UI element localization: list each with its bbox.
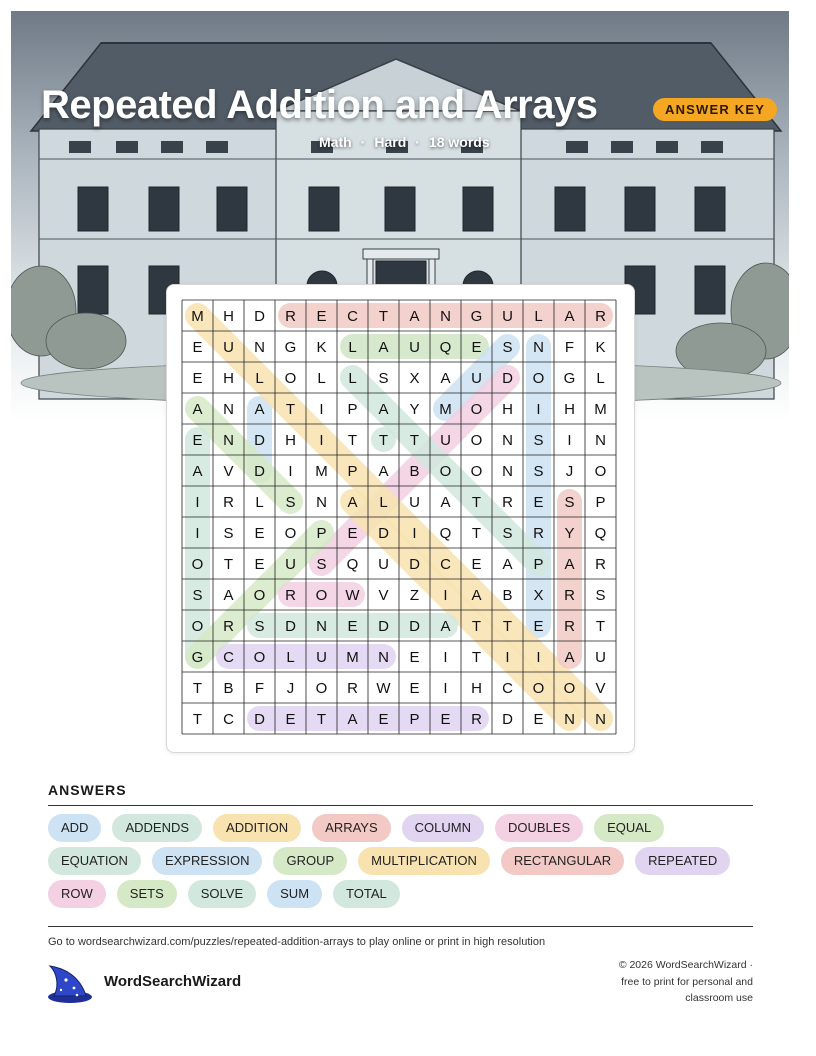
grid-letter[interactable]: S (533, 432, 544, 449)
grid-letter[interactable]: E (316, 308, 327, 325)
grid-letter[interactable]: Q (439, 525, 452, 542)
grid-letter[interactable]: A (564, 308, 575, 325)
grid-letter[interactable]: O (470, 432, 483, 449)
answer-pill-arrays: ARRAYS (312, 814, 391, 842)
grid-letter[interactable]: I (567, 432, 572, 449)
grid-letter[interactable]: C (223, 649, 234, 666)
grid-letter[interactable]: I (443, 587, 448, 604)
puzzle-meta (319, 134, 490, 150)
grid-letter[interactable]: T (471, 494, 482, 511)
grid-letter[interactable]: K (316, 339, 327, 356)
grid-letter[interactable]: G (470, 308, 483, 325)
grid-letter[interactable]: X (409, 370, 420, 387)
grid-letter[interactable]: C (440, 556, 451, 573)
grid-letter[interactable]: R (223, 618, 234, 635)
grid-letter[interactable]: T (223, 556, 234, 573)
grid-letter[interactable]: D (502, 711, 513, 728)
grid-letter[interactable]: C (223, 711, 234, 728)
grid-letter[interactable]: U (378, 556, 389, 573)
grid-letter[interactable]: N (502, 463, 513, 480)
grid-letter[interactable]: R (347, 680, 358, 697)
grid-letter[interactable]: S (316, 556, 327, 573)
grid-letter[interactable]: G (563, 370, 576, 387)
grid-letter[interactable]: E (409, 649, 420, 666)
grid-letter[interactable]: R (223, 494, 234, 511)
grid-letter[interactable]: D (254, 308, 265, 325)
grid-letter[interactable]: I (443, 649, 448, 666)
grid-letter[interactable]: S (223, 525, 234, 542)
grid-letter[interactable]: T (316, 711, 327, 728)
footer-note: Go to wordsearchwizard.com/puzzles/repeated-addition-arrays to play online or print in high resolution (48, 936, 546, 948)
grid-letter[interactable]: P (409, 711, 420, 728)
grid-letter[interactable]: R (533, 525, 544, 542)
answer-pill-row: ROW (48, 880, 106, 908)
grid-letter[interactable]: U (409, 494, 420, 511)
grid-letter[interactable]: P (533, 556, 544, 573)
grid-letter[interactable]: H (223, 308, 234, 325)
grid-letter[interactable]: O (315, 587, 328, 604)
grid-letter[interactable]: A (440, 370, 451, 387)
word-search-grid (167, 285, 636, 754)
grid-letter[interactable]: E (285, 711, 296, 728)
answer-pill-multiplication: MULTIPLICATION (358, 847, 490, 875)
grid-letter[interactable]: I (195, 494, 200, 511)
grid-letter[interactable]: J (286, 680, 295, 697)
grid-letter[interactable]: N (378, 649, 389, 666)
grid-letter[interactable]: R (285, 308, 296, 325)
grid-letter[interactable]: S (502, 339, 513, 356)
grid-letter[interactable]: N (316, 494, 327, 511)
grid-letter[interactable]: E (440, 711, 451, 728)
grid-letter[interactable]: E (254, 556, 265, 573)
answers-list (48, 814, 758, 908)
grid-letter[interactable]: C (502, 680, 513, 697)
grid-letter[interactable]: O (439, 463, 452, 480)
grid-letter[interactable]: R (285, 587, 296, 604)
grid-letter[interactable]: U (223, 339, 234, 356)
grid-letter[interactable]: Z (409, 587, 420, 604)
grid-letter[interactable]: E (347, 618, 358, 635)
grid-letter[interactable]: H (564, 401, 575, 418)
grid-letter[interactable]: O (563, 680, 576, 697)
grid-letter[interactable]: O (470, 401, 483, 418)
grid-letter[interactable]: E (471, 339, 482, 356)
grid-letter[interactable]: T (285, 401, 296, 418)
grid-letter[interactable]: E (192, 339, 203, 356)
answer-pill-group: GROUP (273, 847, 347, 875)
grid-letter[interactable]: A (440, 494, 451, 511)
grid-letter[interactable]: A (564, 556, 575, 573)
grid-letter[interactable]: D (409, 556, 420, 573)
grid-letter[interactable]: I (412, 525, 417, 542)
grid-letter[interactable]: L (534, 308, 543, 325)
grid-letter[interactable]: O (315, 680, 328, 697)
grid-letter[interactable]: R (502, 494, 513, 511)
grid-letter[interactable]: N (254, 339, 265, 356)
grid-letter[interactable]: U (285, 556, 296, 573)
grid-letter[interactable]: Q (594, 525, 607, 542)
grid-letter[interactable]: D (378, 618, 389, 635)
grid-letter[interactable]: S (502, 525, 513, 542)
grid-letter[interactable]: L (348, 370, 357, 387)
grid-letter[interactable]: N (316, 618, 327, 635)
grid-letter[interactable]: H (502, 401, 513, 418)
grid-letter[interactable]: D (254, 432, 265, 449)
grid-letter[interactable]: S (192, 587, 203, 604)
grid-letter[interactable]: U (440, 432, 451, 449)
grid-letter[interactable]: O (253, 649, 266, 666)
grid-letter[interactable]: E (378, 711, 389, 728)
grid-letter[interactable]: M (439, 401, 452, 418)
grid-letter[interactable]: N (223, 432, 234, 449)
grid-letter[interactable]: D (409, 618, 420, 635)
grid-letter[interactable]: E (254, 525, 265, 542)
grid-letter[interactable]: A (502, 556, 513, 573)
grid-letter[interactable]: E (533, 494, 544, 511)
grid-letter[interactable]: D (254, 463, 265, 480)
grid-letter[interactable]: U (502, 308, 513, 325)
grid-letter[interactable]: M (346, 649, 359, 666)
answer-pill-rectangular: RECTANGULAR (501, 847, 624, 875)
answer-pill-add: ADD (48, 814, 101, 842)
grid-letter[interactable]: D (502, 370, 513, 387)
brand-name: WordSearchWizard (104, 973, 242, 990)
grid-letter[interactable]: N (533, 339, 544, 356)
puzzle-card (166, 284, 635, 753)
subject-label: Math (319, 134, 352, 150)
grid-letter[interactable]: G (191, 649, 204, 666)
grid-letter[interactable]: L (255, 370, 264, 387)
grid-letter[interactable]: B (409, 463, 420, 480)
grid-letter[interactable]: V (223, 463, 234, 480)
grid-letter[interactable]: U (409, 339, 420, 356)
grid-letter[interactable]: S (378, 370, 389, 387)
grid-letter[interactable]: J (565, 463, 574, 480)
grid-letter[interactable]: S (533, 463, 544, 480)
grid-letter[interactable]: Y (564, 525, 575, 542)
grid-letter[interactable]: H (285, 432, 296, 449)
grid-letter[interactable]: O (532, 680, 545, 697)
grid-letter[interactable]: C (347, 308, 358, 325)
answer-pill-addends: ADDENDS (112, 814, 202, 842)
grid-letter[interactable]: E (347, 525, 358, 542)
answer-pill-sum: SUM (267, 880, 322, 908)
grid-letter[interactable]: P (316, 525, 327, 542)
answer-pill-addition: ADDITION (213, 814, 301, 842)
grid-letter[interactable]: Y (409, 401, 420, 418)
grid-letter[interactable]: R (564, 587, 575, 604)
grid-letter[interactable]: A (223, 587, 234, 604)
grid-letter[interactable]: D (285, 618, 296, 635)
grid-letter[interactable]: A (347, 711, 358, 728)
grid-letter[interactable]: A (409, 308, 420, 325)
grid-letter[interactable]: P (347, 401, 358, 418)
grid-letter[interactable]: E (471, 556, 482, 573)
grid-letter[interactable]: H (471, 680, 482, 697)
grid-letter[interactable]: A (378, 463, 389, 480)
grid-letter[interactable]: O (594, 463, 607, 480)
answer-pill-equal: EQUAL (594, 814, 664, 842)
grid-letter[interactable]: H (223, 370, 234, 387)
grid-letter[interactable]: I (536, 649, 541, 666)
answer-pill-expression: EXPRESSION (152, 847, 263, 875)
grid-letter[interactable]: A (347, 494, 358, 511)
grid-letter[interactable]: T (378, 432, 389, 449)
grid-letter[interactable]: G (284, 339, 297, 356)
grid-letter[interactable]: R (595, 308, 606, 325)
grid-letter[interactable]: E (533, 618, 544, 635)
grid-letter[interactable]: S (254, 618, 265, 635)
word-count-label: 18 words (428, 134, 490, 150)
grid-letter[interactable]: L (286, 649, 295, 666)
grid-letter[interactable]: E (192, 370, 203, 387)
grid-letter[interactable]: W (376, 680, 391, 697)
copyright-line: © 2026 WordSearchWizard · (618, 959, 753, 971)
grid-letter[interactable]: A (564, 649, 575, 666)
grid-letter[interactable]: I (505, 649, 510, 666)
grid-letter[interactable]: X (533, 587, 544, 604)
answer-pill-sets: SETS (117, 880, 177, 908)
grid-letter[interactable]: O (284, 370, 297, 387)
grid-letter[interactable]: Q (346, 556, 359, 573)
grid-letter[interactable]: K (595, 339, 606, 356)
grid-letter[interactable]: N (502, 432, 513, 449)
grid-letter[interactable]: N (595, 432, 606, 449)
grid-letter[interactable]: T (378, 308, 389, 325)
grid-letter[interactable]: M (594, 401, 607, 418)
grid-letter[interactable]: F (254, 680, 265, 697)
grid-letter[interactable]: N (595, 711, 606, 728)
grid-letter[interactable]: R (471, 711, 482, 728)
grid-letter[interactable]: A (192, 401, 203, 418)
grid-letter[interactable]: T (347, 432, 358, 449)
divider (48, 926, 753, 927)
grid-letter[interactable]: L (317, 370, 326, 387)
answers-heading: ANSWERS (48, 782, 127, 798)
grid-letter[interactable]: U (316, 649, 327, 666)
grid-letter[interactable]: U (595, 649, 606, 666)
grid-letter[interactable]: W (345, 587, 360, 604)
grid-letter[interactable]: A (192, 463, 203, 480)
grid-letter[interactable]: M (191, 308, 204, 325)
grid-letter[interactable]: T (595, 618, 606, 635)
grid-letter[interactable]: A (471, 587, 482, 604)
grid-letter[interactable]: I (443, 680, 448, 697)
answer-pill-doubles: DOUBLES (495, 814, 583, 842)
grid-letter[interactable]: O (253, 587, 266, 604)
grid-letter[interactable]: O (191, 618, 204, 635)
copyright-text (583, 957, 753, 1007)
grid-letter[interactable]: V (378, 587, 389, 604)
separator-dot: · (415, 134, 420, 150)
answer-pill-repeated: REPEATED (635, 847, 730, 875)
grid-letter[interactable]: O (284, 525, 297, 542)
grid-letter[interactable]: M (315, 463, 328, 480)
grid-letter[interactable]: T (192, 711, 203, 728)
grid-letter[interactable]: S (595, 587, 606, 604)
grid-letter[interactable]: L (348, 339, 357, 356)
grid-letter[interactable]: T (502, 618, 513, 635)
answer-pill-column: COLUMN (402, 814, 484, 842)
grid-letter[interactable]: S (285, 494, 296, 511)
grid-letter[interactable]: I (319, 401, 324, 418)
grid-letter[interactable]: V (595, 680, 606, 697)
grid-letter[interactable]: A (440, 618, 451, 635)
copyright-line: classroom use (685, 992, 753, 1004)
grid-letter[interactable]: E (192, 432, 203, 449)
grid-letter[interactable]: I (288, 463, 293, 480)
grid-letter[interactable]: E (533, 711, 544, 728)
answer-pill-total: TOTAL (333, 880, 400, 908)
grid-letter[interactable]: T (471, 525, 482, 542)
answer-pill-solve: SOLVE (188, 880, 256, 908)
copyright-line: free to print for personal and (621, 975, 753, 988)
grid-letter[interactable]: T (192, 680, 203, 697)
grid-letter[interactable]: R (564, 618, 575, 635)
grid-letter[interactable]: Q (439, 339, 452, 356)
grid-letter[interactable]: O (470, 463, 483, 480)
difficulty-label: Hard (374, 134, 407, 150)
grid-letter[interactable]: A (378, 339, 389, 356)
separator-dot: · (360, 134, 366, 150)
grid-letter[interactable]: T (471, 649, 482, 666)
grid-letter[interactable]: D (378, 525, 389, 542)
grid-letter[interactable]: E (409, 680, 420, 697)
grid-letter[interactable]: A (254, 401, 265, 418)
grid-letter[interactable]: N (564, 711, 575, 728)
grid-letter[interactable]: N (440, 308, 451, 325)
grid-letter[interactable]: L (255, 494, 264, 511)
grid-letter[interactable]: L (379, 494, 388, 511)
grid-letter[interactable]: A (378, 401, 389, 418)
grid-letter[interactable]: R (595, 556, 606, 573)
wizard-hat-icon (46, 962, 94, 1004)
grid-letter[interactable]: L (596, 370, 605, 387)
grid-letter[interactable]: N (223, 401, 234, 418)
grid-letter[interactable]: I (536, 401, 541, 418)
grid-letter[interactable]: T (471, 618, 482, 635)
grid-letter[interactable]: I (195, 525, 200, 542)
grid-letter[interactable]: B (502, 587, 513, 604)
grid-letter[interactable]: O (191, 556, 204, 573)
grid-letter[interactable]: I (319, 432, 324, 449)
divider (48, 805, 753, 806)
answer-key-badge: ANSWER KEY (653, 98, 777, 121)
grid-letter[interactable]: F (564, 339, 575, 356)
grid-letter[interactable]: O (532, 370, 545, 387)
grid-letter[interactable]: U (471, 370, 482, 387)
answer-pill-equation: EQUATION (48, 847, 141, 875)
grid-letter[interactable]: P (347, 463, 358, 480)
grid-letter[interactable]: S (564, 494, 575, 511)
grid-letter[interactable]: D (254, 711, 265, 728)
page-title: Repeated Addition and Arrays (41, 83, 598, 127)
grid-letter[interactable]: P (595, 494, 606, 511)
grid-letter[interactable]: B (223, 680, 234, 697)
grid-letter[interactable]: T (409, 432, 420, 449)
